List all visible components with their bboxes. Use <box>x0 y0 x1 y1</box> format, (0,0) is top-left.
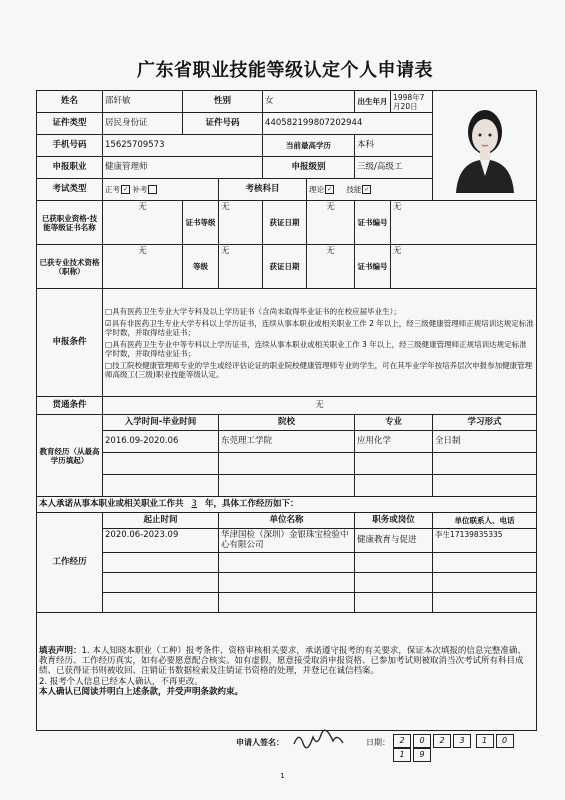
declaration <box>37 613 537 731</box>
held-cert-label: 已获职业资格·技能等级证书名称 <box>37 201 103 245</box>
edu-col-period: 入学时间-毕业时间 <box>103 415 219 431</box>
award-date-label: 获证日期 <box>263 201 307 245</box>
edu-school: 东莞理工学院 <box>219 431 355 453</box>
cert-level-value: 无 <box>219 201 263 245</box>
page-number: 1 <box>280 772 285 780</box>
condition-item: ☑具有非医药卫生专业大学专科以上学历证书，连续从事本职业或相关职业工作 2 年以上，经三级健康管理师正规培训达规定标准学时数，并取得结业证书； <box>105 318 534 337</box>
photo-cell <box>433 91 537 201</box>
birth-label: 出生年月 <box>355 91 391 113</box>
held-cert-value: 无 <box>103 201 183 245</box>
work-col-unit: 单位名称 <box>219 513 355 529</box>
work-years-value: 3 <box>191 499 197 510</box>
date-digit: 1 <box>393 748 411 762</box>
subject-theory-label: 理论 <box>309 184 325 194</box>
through-cond-value: 无 <box>103 397 537 415</box>
signature-label: 申请人签名： <box>236 738 284 747</box>
edu-col-school: 院校 <box>219 415 355 431</box>
declaration-item-2: 2. 报考个人信息已经本人确认，不再更改。 <box>39 676 203 687</box>
conditions-list <box>103 289 537 397</box>
edu-history-label: 教育经历（从最高学历填起） <box>37 415 103 497</box>
apply-level-label: 申报级别 <box>263 157 355 179</box>
gender-value: 女 <box>263 91 355 113</box>
date-digit: 0 <box>496 734 514 748</box>
work-post: 健康教育与促进 <box>355 529 433 553</box>
tech-award-date-label: 获证日期 <box>263 245 307 289</box>
work-col-period: 起止时间 <box>103 513 219 529</box>
tech-level-label: 等级 <box>183 245 219 289</box>
apply-job-label: 申报职业 <box>37 157 103 179</box>
id-no-label: 证件号码 <box>183 113 263 135</box>
declaration-heading: 填表声明： <box>39 646 82 657</box>
through-cond-label: 贯通条件 <box>37 397 103 415</box>
handwritten-signature <box>291 729 346 751</box>
table-row <box>37 431 537 453</box>
sign-date <box>392 734 536 762</box>
id-type-label: 证件类型 <box>37 113 103 135</box>
phone-value: 15625709573 <box>103 135 263 157</box>
form-title: 广东省职业技能等级认定个人申请表 <box>137 60 433 81</box>
declaration-confirm: 本人确认已阅读并明白上述条款，并受声明条款约束。 <box>39 686 244 697</box>
exam-subject-label: 考核科目 <box>219 179 307 201</box>
id-no-value: 440582199807202944 <box>263 113 433 135</box>
date-digit: 9 <box>413 748 431 762</box>
application-form <box>36 90 536 750</box>
education-value: 本科 <box>355 135 433 157</box>
tech-level-value: 无 <box>219 245 263 289</box>
work-contact: 李生17139835335 <box>433 529 537 553</box>
condition-item: □具有医药卫生专业中等专科以上学历证书，连续从事本职业或相关职业工作 3 年以上，经三级健康管理师正规培训达规定标准学时数，并取得结业证书； <box>105 339 527 358</box>
work-col-post: 职务或岗位 <box>355 513 433 529</box>
subject-theory-checkbox[interactable]: ✓ <box>327 186 333 194</box>
date-digit: 2 <box>393 734 411 748</box>
work-years-statement <box>37 497 537 513</box>
form-table <box>36 90 537 731</box>
table-row <box>37 529 537 553</box>
date-digit: 1 <box>476 734 494 748</box>
date-digit: 2 <box>433 734 451 748</box>
exam-makeup-label: 补考 <box>132 184 148 194</box>
condition-item: □具有医药卫生专业大学专科及以上学历证书（含尚未取得毕业证书的在校应届毕业生）； <box>105 306 401 316</box>
date-digit: 3 <box>453 734 471 748</box>
phone-label: 手机号码 <box>37 135 103 157</box>
education-label: 当前最高学历 <box>263 135 355 157</box>
exam-regular-label: 正考 <box>105 184 120 194</box>
held-tech-label: 已获专业技术资格（职称） <box>37 245 103 289</box>
work-years-post: 年，具体工作经历如下： <box>204 499 299 510</box>
gender-label: 性别 <box>183 91 263 113</box>
birth-value: 1998年7月20日 <box>391 91 433 113</box>
declaration-item-1: 1. 本人知晓本职业（工种）报考条件、资格审核相关要求，承诺遵守报考的有关要求，保证本次填报的信息完整准确、教育经历、工作经历真实，如有必要愿意配合核实。如有虚假，愿意接受取消申报资格、已参加考试则被取消当次考试所有科目成绩、已获得证书则被收回、注销证书数据检索及注销证书资格的处理，并登记在诚信档案。 <box>39 646 526 677</box>
edu-period: 2016.09-2020.06 <box>103 431 219 453</box>
name-value: 邵轩敏 <box>103 91 183 113</box>
award-date-value: 无 <box>307 201 355 245</box>
conditions-label: 申报条件 <box>37 289 103 397</box>
held-tech-value: 无 <box>103 245 183 289</box>
subject-skill-label: 技能 <box>346 184 362 194</box>
condition-item: □技工院校健康管理师专业的学生或经评估论证的职业院校健康管理师专业的学生，可在其毕业学年按培养层次申报参加健康管理师高级工(三级)职业技能等级认定。 <box>105 360 533 379</box>
id-type-value: 居民身份证 <box>103 113 183 135</box>
cert-level-label: 证书等级 <box>183 201 219 245</box>
name-label: 姓名 <box>37 91 103 113</box>
edu-major: 应用化学 <box>355 431 433 453</box>
subject-skill-checkbox[interactable]: ✓ <box>364 186 370 194</box>
title-bar <box>35 48 535 86</box>
apply-job-value: 健康管理师 <box>103 157 263 179</box>
exam-makeup-checkbox[interactable] <box>148 185 157 194</box>
date-label: 日期： <box>366 738 390 747</box>
edu-col-form: 学习形式 <box>433 415 537 431</box>
exam-type-label: 考试类型 <box>37 179 103 201</box>
work-period: 2020.06-2023.09 <box>103 529 219 553</box>
apply-level-value: 三级/高级工 <box>355 157 433 179</box>
work-unit: 华津国检（深圳）金银珠宝检验中心有限公司 <box>219 529 355 553</box>
tech-cert-no-label: 证书编号 <box>355 245 391 289</box>
work-years-pre: 本人承诺从事本职业或相关职业工作共 <box>39 499 184 510</box>
edu-form: 全日制 <box>433 431 537 453</box>
tech-award-date-value: 无 <box>307 245 355 289</box>
exam-type-options <box>103 179 219 201</box>
edu-col-major: 专业 <box>355 415 433 431</box>
cert-no-value: 无 <box>391 201 537 245</box>
cert-no-label: 证书编号 <box>355 201 391 245</box>
exam-subject-options <box>307 179 433 201</box>
applicant-photo <box>450 98 520 193</box>
date-digit: 0 <box>413 734 431 748</box>
work-history-label: 工作经历 <box>37 513 103 613</box>
tech-cert-no-value: 无 <box>391 245 537 289</box>
exam-regular-checkbox[interactable]: ✓ <box>122 186 129 194</box>
work-col-contact: 单位联系人、电话 <box>433 513 537 529</box>
